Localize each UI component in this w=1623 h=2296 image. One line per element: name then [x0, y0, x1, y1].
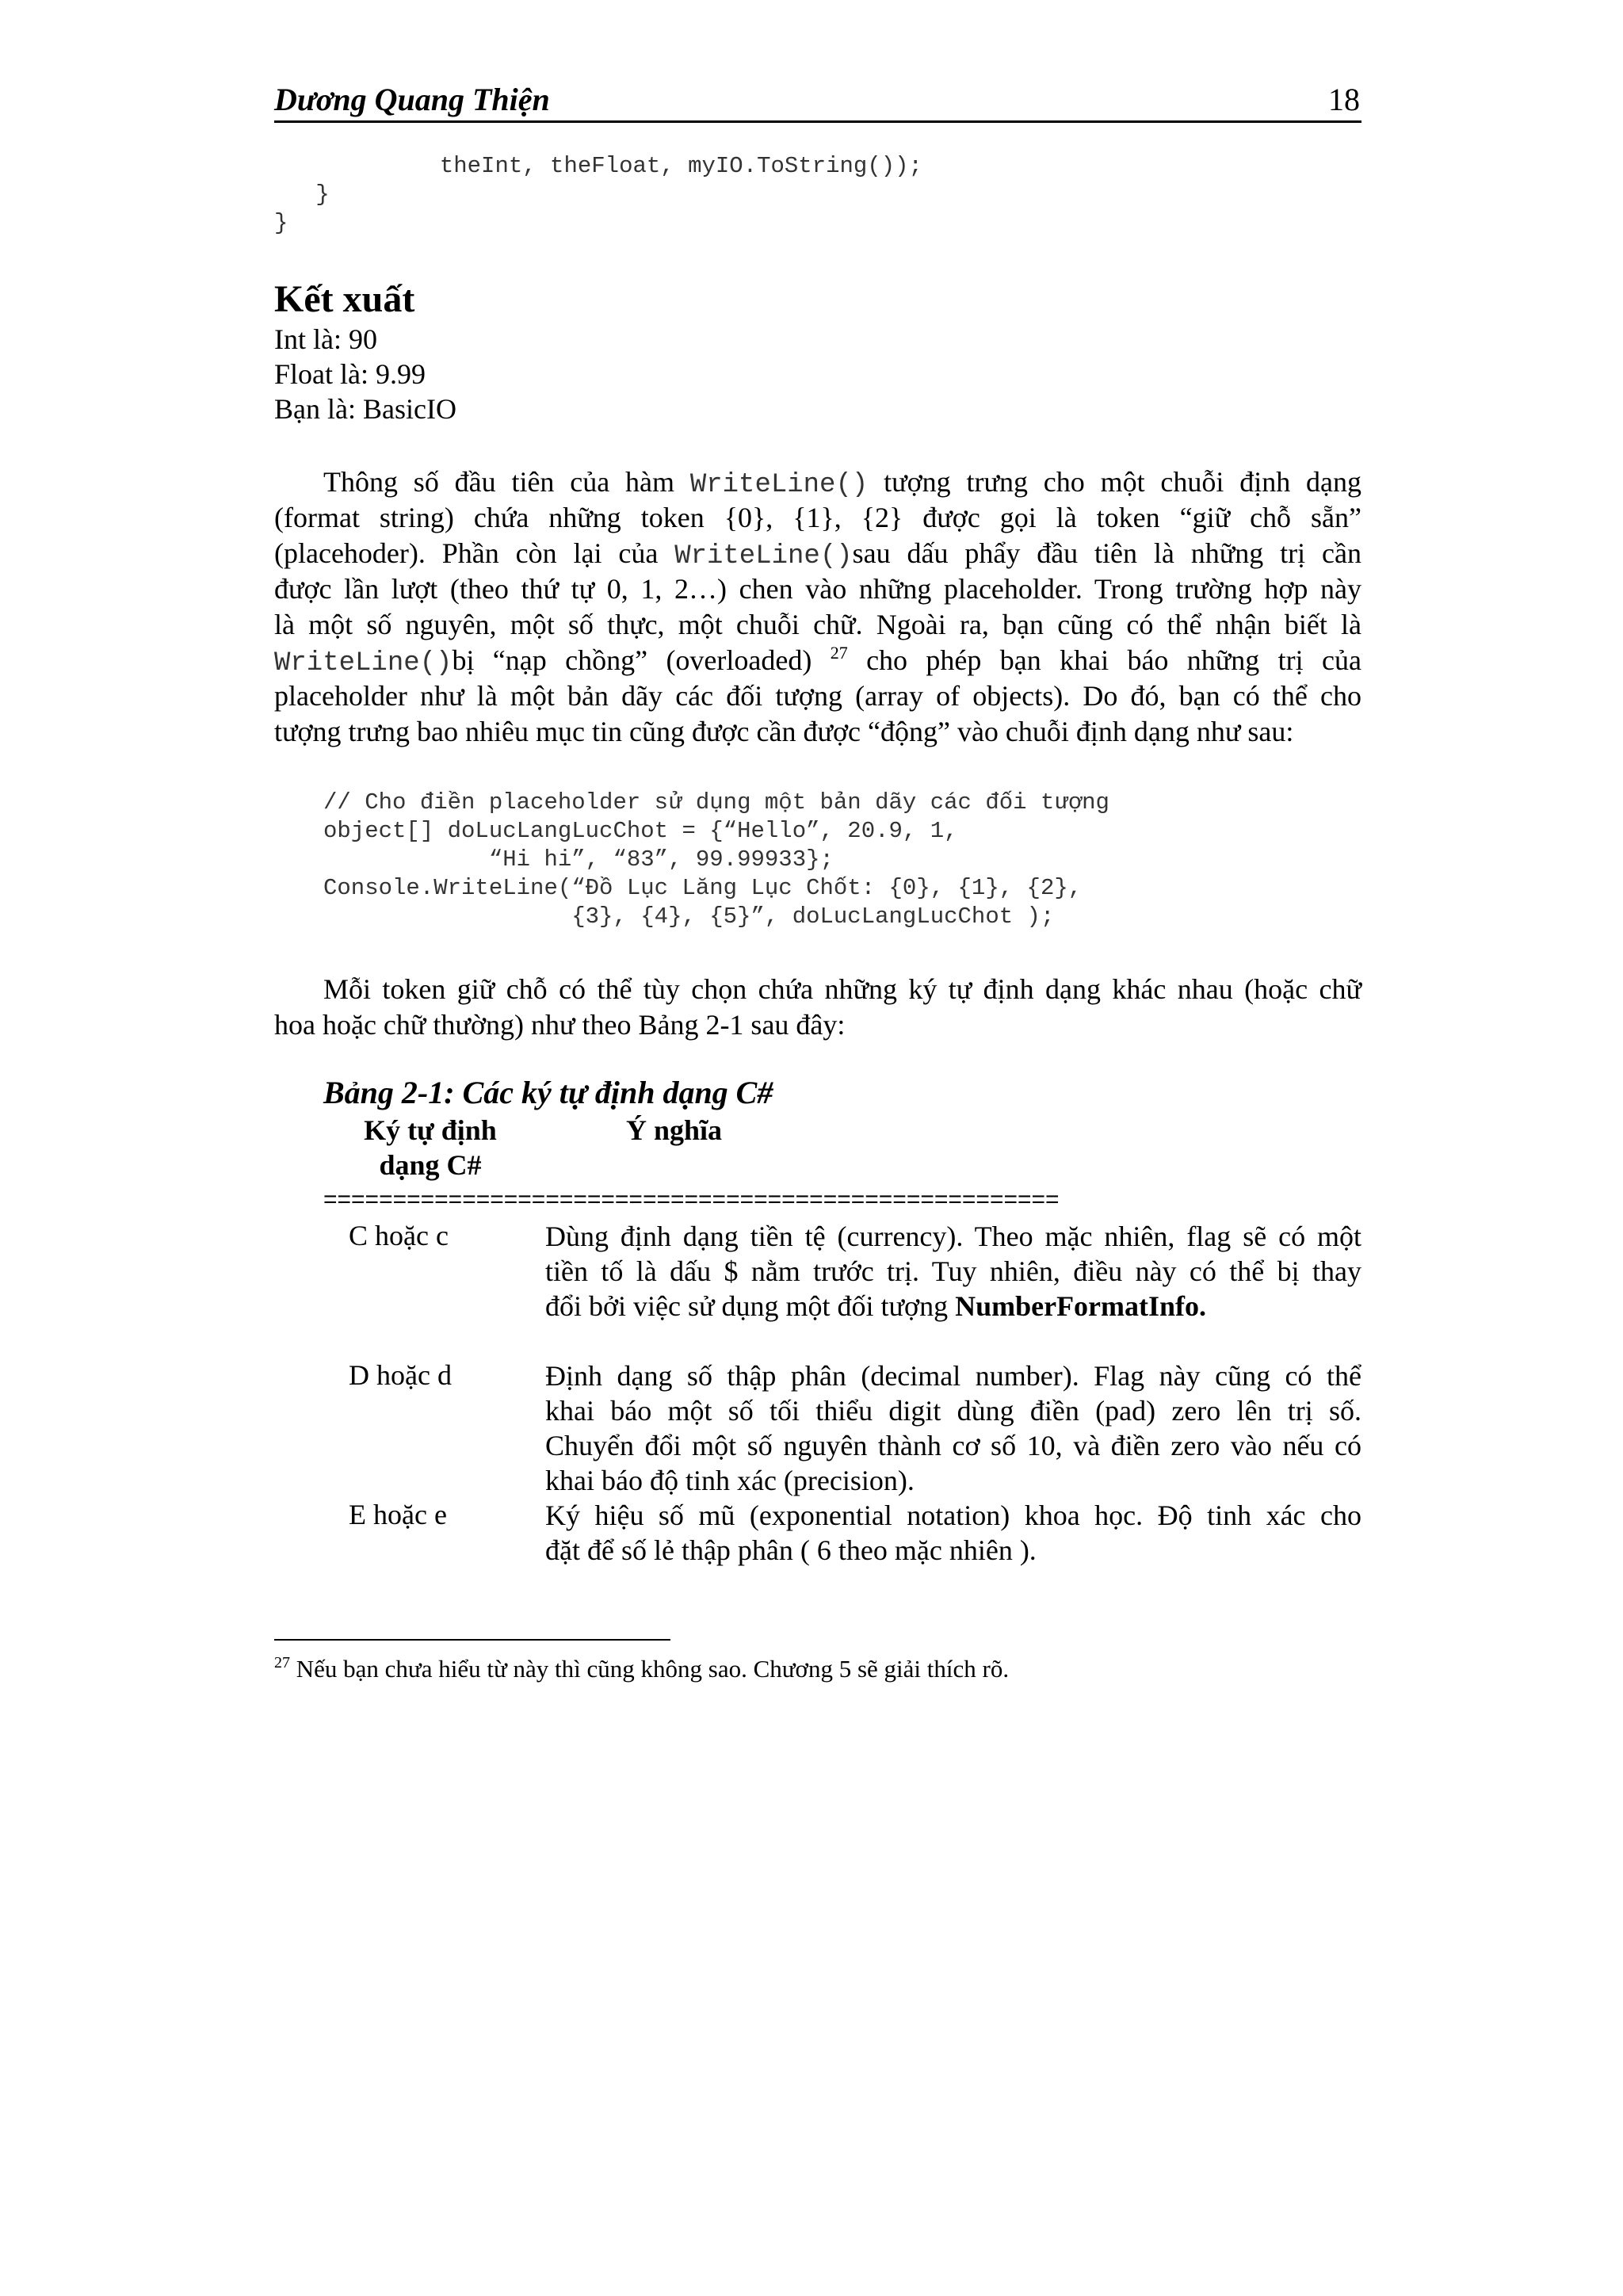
- page-number: 18: [1328, 82, 1360, 117]
- code-line: }: [274, 210, 288, 236]
- paragraph-line: tượng trưng bao nhiêu mục tin cũng được cần được “động” vào chuỗi định dạng như sau:: [274, 716, 1294, 747]
- footnote-number: 27: [274, 1654, 290, 1671]
- footnote: [274, 1655, 1009, 1683]
- paragraph-line: placeholder như là một bản dãy các đối tượng (array of objects). Do đó, bạn có thể cho: [274, 680, 1361, 712]
- output-line: Int là: 90: [274, 323, 377, 355]
- code-line: object[] doLucLangLucChot = {“Hello”, 20.9, 1,: [323, 818, 958, 844]
- paragraph-line: Thông số đầu tiên của hàm WriteLine() tượng trưng cho một chuỗi định dạng: [323, 466, 1361, 500]
- code-line: “Hi hi”, “83”, 99.99933};: [323, 846, 834, 873]
- paragraph-line: (placehoder). Phần còn lại của WriteLine()sau dấu phẩy đầu tiên là những trị cần: [274, 537, 1361, 571]
- table-row-desc: Ký hiệu số mũ (exponential notation) khoa học. Độ tinh xác cho đặt để số lẻ thập phân ( 6 theo mặc nhiên ).: [545, 1499, 1361, 1566]
- paragraph-line: được lần lượt (theo thứ tự 0, 1, 2…) chen vào những placeholder. Trong trường hợp này: [274, 573, 1361, 605]
- table-caption: Bảng 2-1: Các ký tự định dạng C#: [323, 1075, 773, 1110]
- paragraph: [274, 464, 1361, 750]
- table-header-meaning: Ý nghĩa: [626, 1114, 723, 1146]
- footnote-separator: [274, 1639, 670, 1641]
- page-header: [274, 79, 1361, 123]
- inline-code: WriteLine(): [274, 648, 453, 678]
- table-row-key: C hoặc c: [349, 1220, 449, 1251]
- code-line: theInt, theFloat, myIO.ToString());: [274, 153, 922, 179]
- footnote-ref: 27: [830, 643, 848, 663]
- table-rule: =====================================================: [323, 1186, 1060, 1213]
- header-author: Dương Quang Thiện: [274, 82, 550, 117]
- paragraph-line: là một số nguyên, một số thực, một chuỗi chữ. Ngoài ra, bạn cũng có thể nhận biết là: [274, 609, 1361, 640]
- paragraph-line: hoa hoặc chữ thường) như theo Bảng 2-1 sau đây:: [274, 1009, 846, 1041]
- table-header-format: Ký tự định dạng C#: [364, 1114, 497, 1181]
- code-line: }: [274, 181, 330, 208]
- table-row-key: E hoặc e: [349, 1499, 447, 1530]
- code-line: {3}, {4}, {5}”, doLucLangLucChot );: [323, 904, 1055, 930]
- inline-code: WriteLine(): [689, 470, 869, 500]
- output-line: Float là: 9.99: [274, 358, 426, 390]
- inline-code: WriteLine(): [674, 541, 853, 571]
- code-line: Console.WriteLine(“Đồ Lục Lăng Lục Chốt: {0}, {1}, {2},: [323, 875, 1083, 901]
- paragraph: [274, 972, 1361, 1043]
- table-row-desc: Định dạng số thập phân (decimal number). Flag này cũng có thể khai báo một số tối thiểu digit dùng điền (pad) zero lên trị số. Chuyển đổi một số nguyên thành cơ số 10, và điền zero vào nếu có khai báo độ tinh xác (precision).: [545, 1360, 1361, 1496]
- code-line: // Cho điền placeholder sử dụng một bản dãy các đối tượng: [323, 789, 1109, 816]
- table-row-key: D hoặc d: [349, 1359, 452, 1391]
- paragraph-line: (format string) chứa những token {0}, {1}, {2} được gọi là token “giữ chỗ sẵn”: [274, 502, 1361, 533]
- paragraph-line: WriteLine()bị “nạp chồng” (overloaded) $^{27}$ cho phép bạn khai báo những trị của: [274, 643, 1361, 678]
- table-row-desc: Dùng định dạng tiền tệ (currency). Theo mặc nhiên, flag sẽ có một tiền tố là dấu $ nằm trước trị. Tuy nhiên, điều này có thể bị thay đổi bởi việc sử dụng một đối tượng NumberFormatInfo.: [545, 1221, 1361, 1322]
- section-title: Kết xuất: [274, 278, 415, 320]
- footnote-text: Nếu bạn chưa hiểu từ này thì cũng không sao. Chương 5 sẽ giải thích rõ.: [290, 1655, 1010, 1683]
- output-line: Bạn là: BasicIO: [274, 393, 456, 425]
- paragraph-line: Mỗi token giữ chỗ có thể tùy chọn chứa những ký tự định dạng khác nhau (hoặc chữ: [323, 973, 1361, 1005]
